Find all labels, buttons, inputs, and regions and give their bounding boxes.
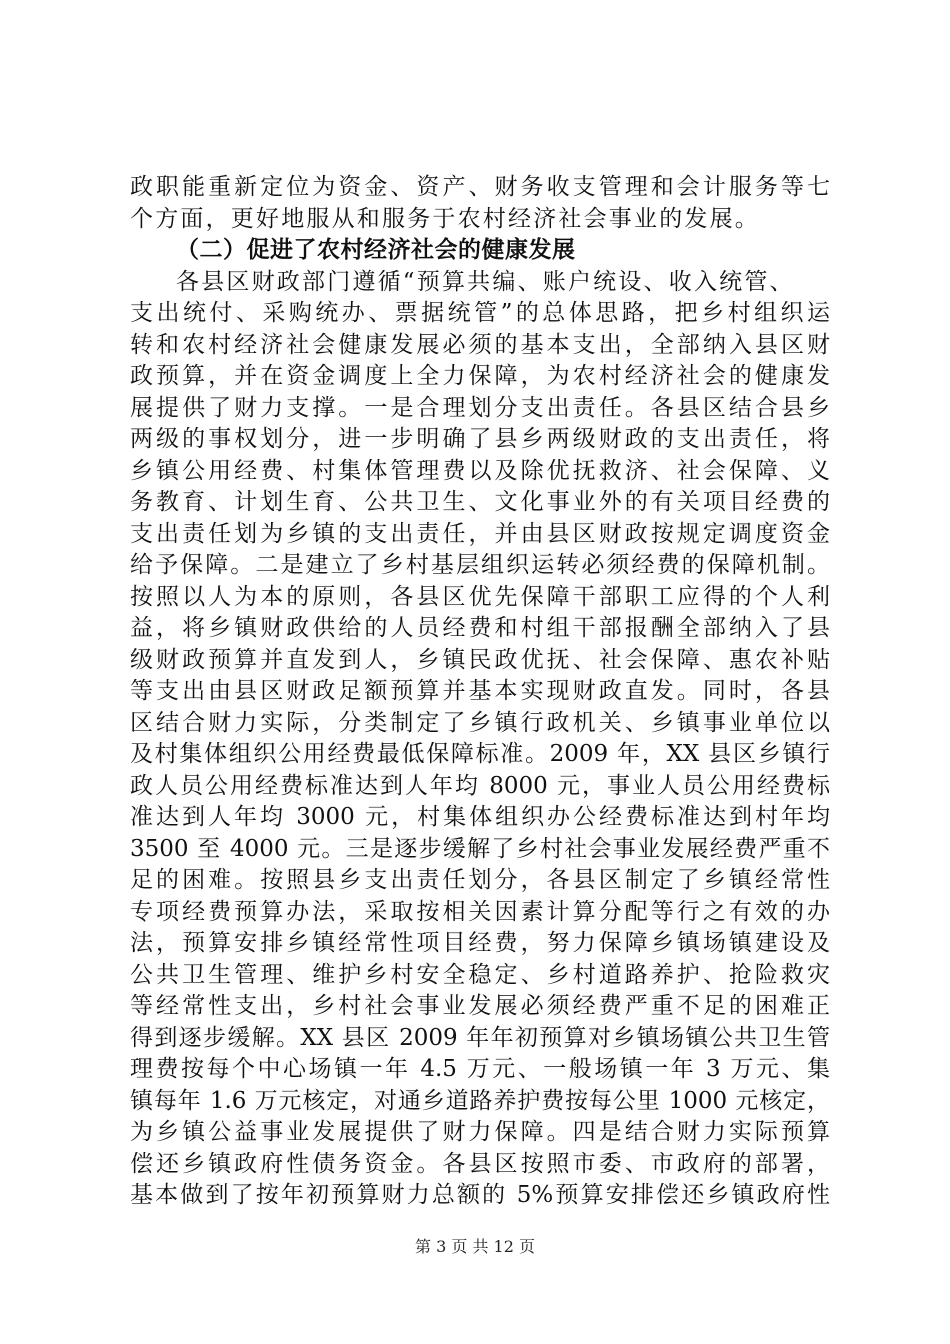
text-line: 理费按每个中心场镇一年 4.5 万元、一般场镇一年 3 万元、集 (130, 1056, 830, 1082)
text-line: 政职能重新定位为资金、资产、财务收支管理和会计服务等七 (130, 174, 830, 200)
text-line: 各县区财政部门遵循“预算共编、账户统设、收入统管、 (176, 268, 795, 295)
text-line: 政人员公用经费标准达到人年均 8000 元，事业人员公用经费标 (130, 772, 830, 799)
text-line: 转和农村经济社会健康发展必须的基本支出，全部纳入县区财 (130, 331, 830, 358)
text-line: 得到逐步缓解。XX 县区 2009 年年初预算对乡镇场镇公共卫生管 (130, 1024, 830, 1051)
text-line: 准达到人年均 3000 元，村集体组织办公经费标准达到村年均 (130, 804, 830, 830)
page-footer (0, 1234, 950, 1257)
text-line: 级财政预算并直发到人，乡镇民政优抚、社会保障、惠农补贴 (130, 646, 830, 673)
text-line: 两级的事权划分，进一步明确了县乡两级财政的支出责任，将 (130, 426, 830, 452)
text-line: 等支出由县区财政足额预算并基本实现财政直发。同时，各县 (130, 678, 830, 704)
section-heading: （二）促进了农村经济社会的健康发展 (176, 237, 576, 263)
text-line: 基本做到了按年初预算财力总额的 5%预算安排偿还乡镇政府性 (130, 1182, 830, 1208)
text-line: 务教育、计划生育、公共卫生、文化事业外的有关项目经费的 (130, 489, 830, 515)
page-number: 第 3 页 共 12 页 (415, 1237, 535, 1256)
text-line: 乡镇公用经费、村集体管理费以及除优抚救济、社会保障、义 (130, 457, 830, 484)
text-line: 为乡镇公益事业发展提供了财力保障。四是结合财力实际预算 (130, 1119, 830, 1145)
text-line: 益，将乡镇财政供给的人员经费和村组干部报酬全部纳入了县 (130, 615, 830, 641)
text-line: 3500 至 4000 元。三是逐步缓解了乡村社会事业发展经费严重不 (130, 835, 830, 862)
text-line: 展提供了财力支撑。一是合理划分支出责任。各县区结合县乡 (130, 394, 830, 421)
text-line: 等经常性支出，乡村社会事业发展必须经费严重不足的困难正 (130, 993, 830, 1019)
text-line: 偿还乡镇政府性债务资金。各县区按照市委、市政府的部署， (130, 1150, 830, 1177)
text-line: 公共卫生管理、维护乡村安全稳定、乡村道路养护、抢险救灾 (130, 961, 830, 988)
document-body (130, 172, 830, 1212)
text-line: 专项经费预算办法，采取按相关因素计算分配等行之有效的办 (130, 898, 830, 925)
text-line: 区结合财力实际，分类制定了乡镇行政机关、乡镇事业单位以 (130, 709, 830, 736)
text-line: 按照以人为本的原则，各县区优先保障干部职工应得的个人利 (130, 583, 830, 610)
text-line: 足的困难。按照县乡支出责任划分，各县区制定了乡镇经常性 (130, 867, 830, 893)
text-line: 个方面，更好地服从和服务于农村经济社会事业的发展。 (130, 205, 760, 232)
text-line: 镇每年 1.6 万元核定，对通乡道路养护费按每公里 1000 元核定， (130, 1087, 830, 1114)
text-line: 支出责任划为乡镇的支出责任，并由县区财政按规定调度资金 (130, 520, 830, 547)
paragraph-continued (130, 172, 830, 235)
text-line: 政预算，并在资金调度上全力保障，为农村经济社会的健康发 (130, 363, 830, 389)
text-line: 支出统付、采购统办、票据统管”的总体思路，把乡村组织运 (130, 300, 830, 326)
paragraph-main (130, 267, 830, 1212)
text-line: 及村集体组织公用经费最低保障标准。2009 年，XX 县区乡镇行 (130, 741, 830, 767)
text-line: 法，预算安排乡镇经常性项目经费，努力保障乡镇场镇建设及 (130, 930, 830, 956)
text-line: 给予保障。二是建立了乡村基层组织运转必须经费的保障机制。 (130, 552, 830, 578)
